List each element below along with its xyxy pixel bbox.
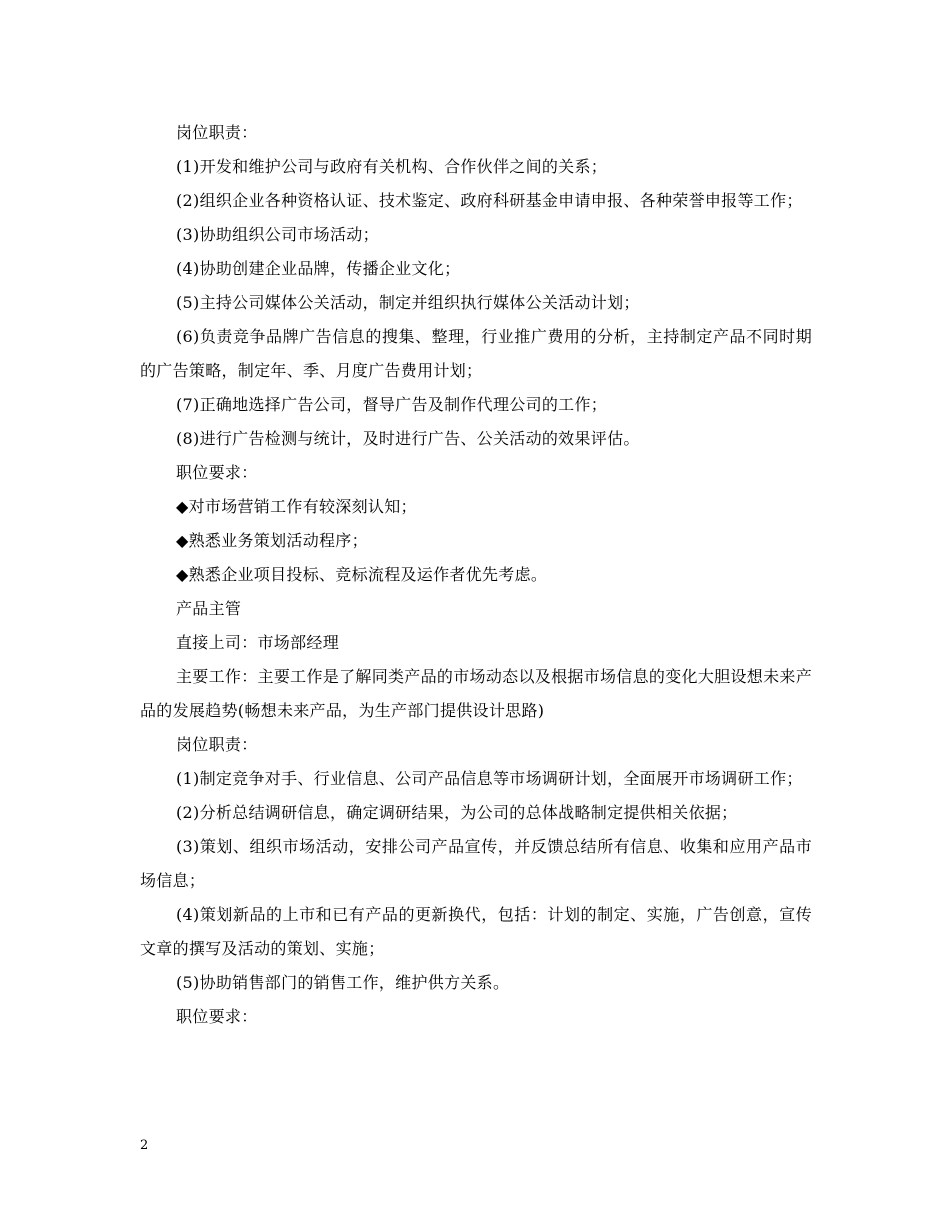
duty-item-1: (1)开发和维护公司与政府有关机构、合作伙伴之间的关系；: [176, 157, 608, 176]
position-title: 产品主管: [176, 599, 242, 618]
requirement-item-2: ◆熟悉业务策划活动程序；: [176, 531, 368, 550]
duty-item-6: (6)负责竞争品牌广告信息的搜集、整理，行业推广费用的分析，主持制定产品不同时期的广告策略，制定年、季、月度广告费用计划；: [140, 327, 812, 380]
requirement-item-3: ◆熟悉企业项目投标、竞标流程及运作者优先考虑。: [176, 565, 548, 584]
product-duty-item-2: (2)分析总结调研信息，确定调研结果，为公司的总体战略制定提供相关依据；: [176, 803, 738, 822]
duty-item-8: (8)进行广告检测与统计，及时进行广告、公关活动的效果评估。: [176, 429, 640, 448]
document-body: [140, 116, 812, 1034]
main-work: 主要工作：主要工作是了解同类产品的市场动态以及根据市场信息的变化大胆设想未来产品的发展趋势(畅想未来产品，为生产部门提供设计思路): [140, 667, 812, 720]
product-duty-item-5: (5)协助销售部门的销售工作，维护供方关系。: [176, 973, 510, 992]
section-heading-requirements: 职位要求：: [176, 463, 258, 482]
duty-item-5: (5)主持公司媒体公关活动，制定并组织执行媒体公关活动计划；: [176, 293, 640, 312]
product-duty-item-1: (1)制定竞争对手、行业信息、公司产品信息等市场调研计划，全面展开市场调研工作；: [176, 769, 803, 788]
direct-supervisor: 直接上司：市场部经理: [176, 633, 340, 652]
section-heading-requirements-2: 职位要求：: [176, 1007, 258, 1026]
section-heading-duties-2: 岗位职责：: [176, 735, 258, 754]
requirement-item-1: ◆对市场营销工作有较深刻认知；: [176, 497, 417, 516]
section-heading-duties: 岗位职责：: [176, 123, 258, 142]
duty-item-3: (3)协助组织公司市场活动；: [176, 225, 379, 244]
duty-item-4: (4)协助创建企业品牌，传播企业文化；: [176, 259, 461, 278]
product-duty-item-4: (4)策划新品的上市和已有产品的更新换代，包括：计划的制定、实施，广告创意，宣传文章的撰写及活动的策划、实施；: [140, 905, 812, 958]
duty-item-2: (2)组织企业各种资格认证、技术鉴定、政府科研基金申请申报、各种荣誉申报等工作；: [176, 191, 803, 210]
duty-item-7: (7)正确地选择广告公司，督导广告及制作代理公司的工作；: [176, 395, 608, 414]
page-number: 2: [140, 1138, 149, 1153]
product-duty-item-3: (3)策划、组织市场活动，安排公司产品宣传，并反馈总结所有信息、收集和应用产品市场信息；: [140, 837, 812, 890]
